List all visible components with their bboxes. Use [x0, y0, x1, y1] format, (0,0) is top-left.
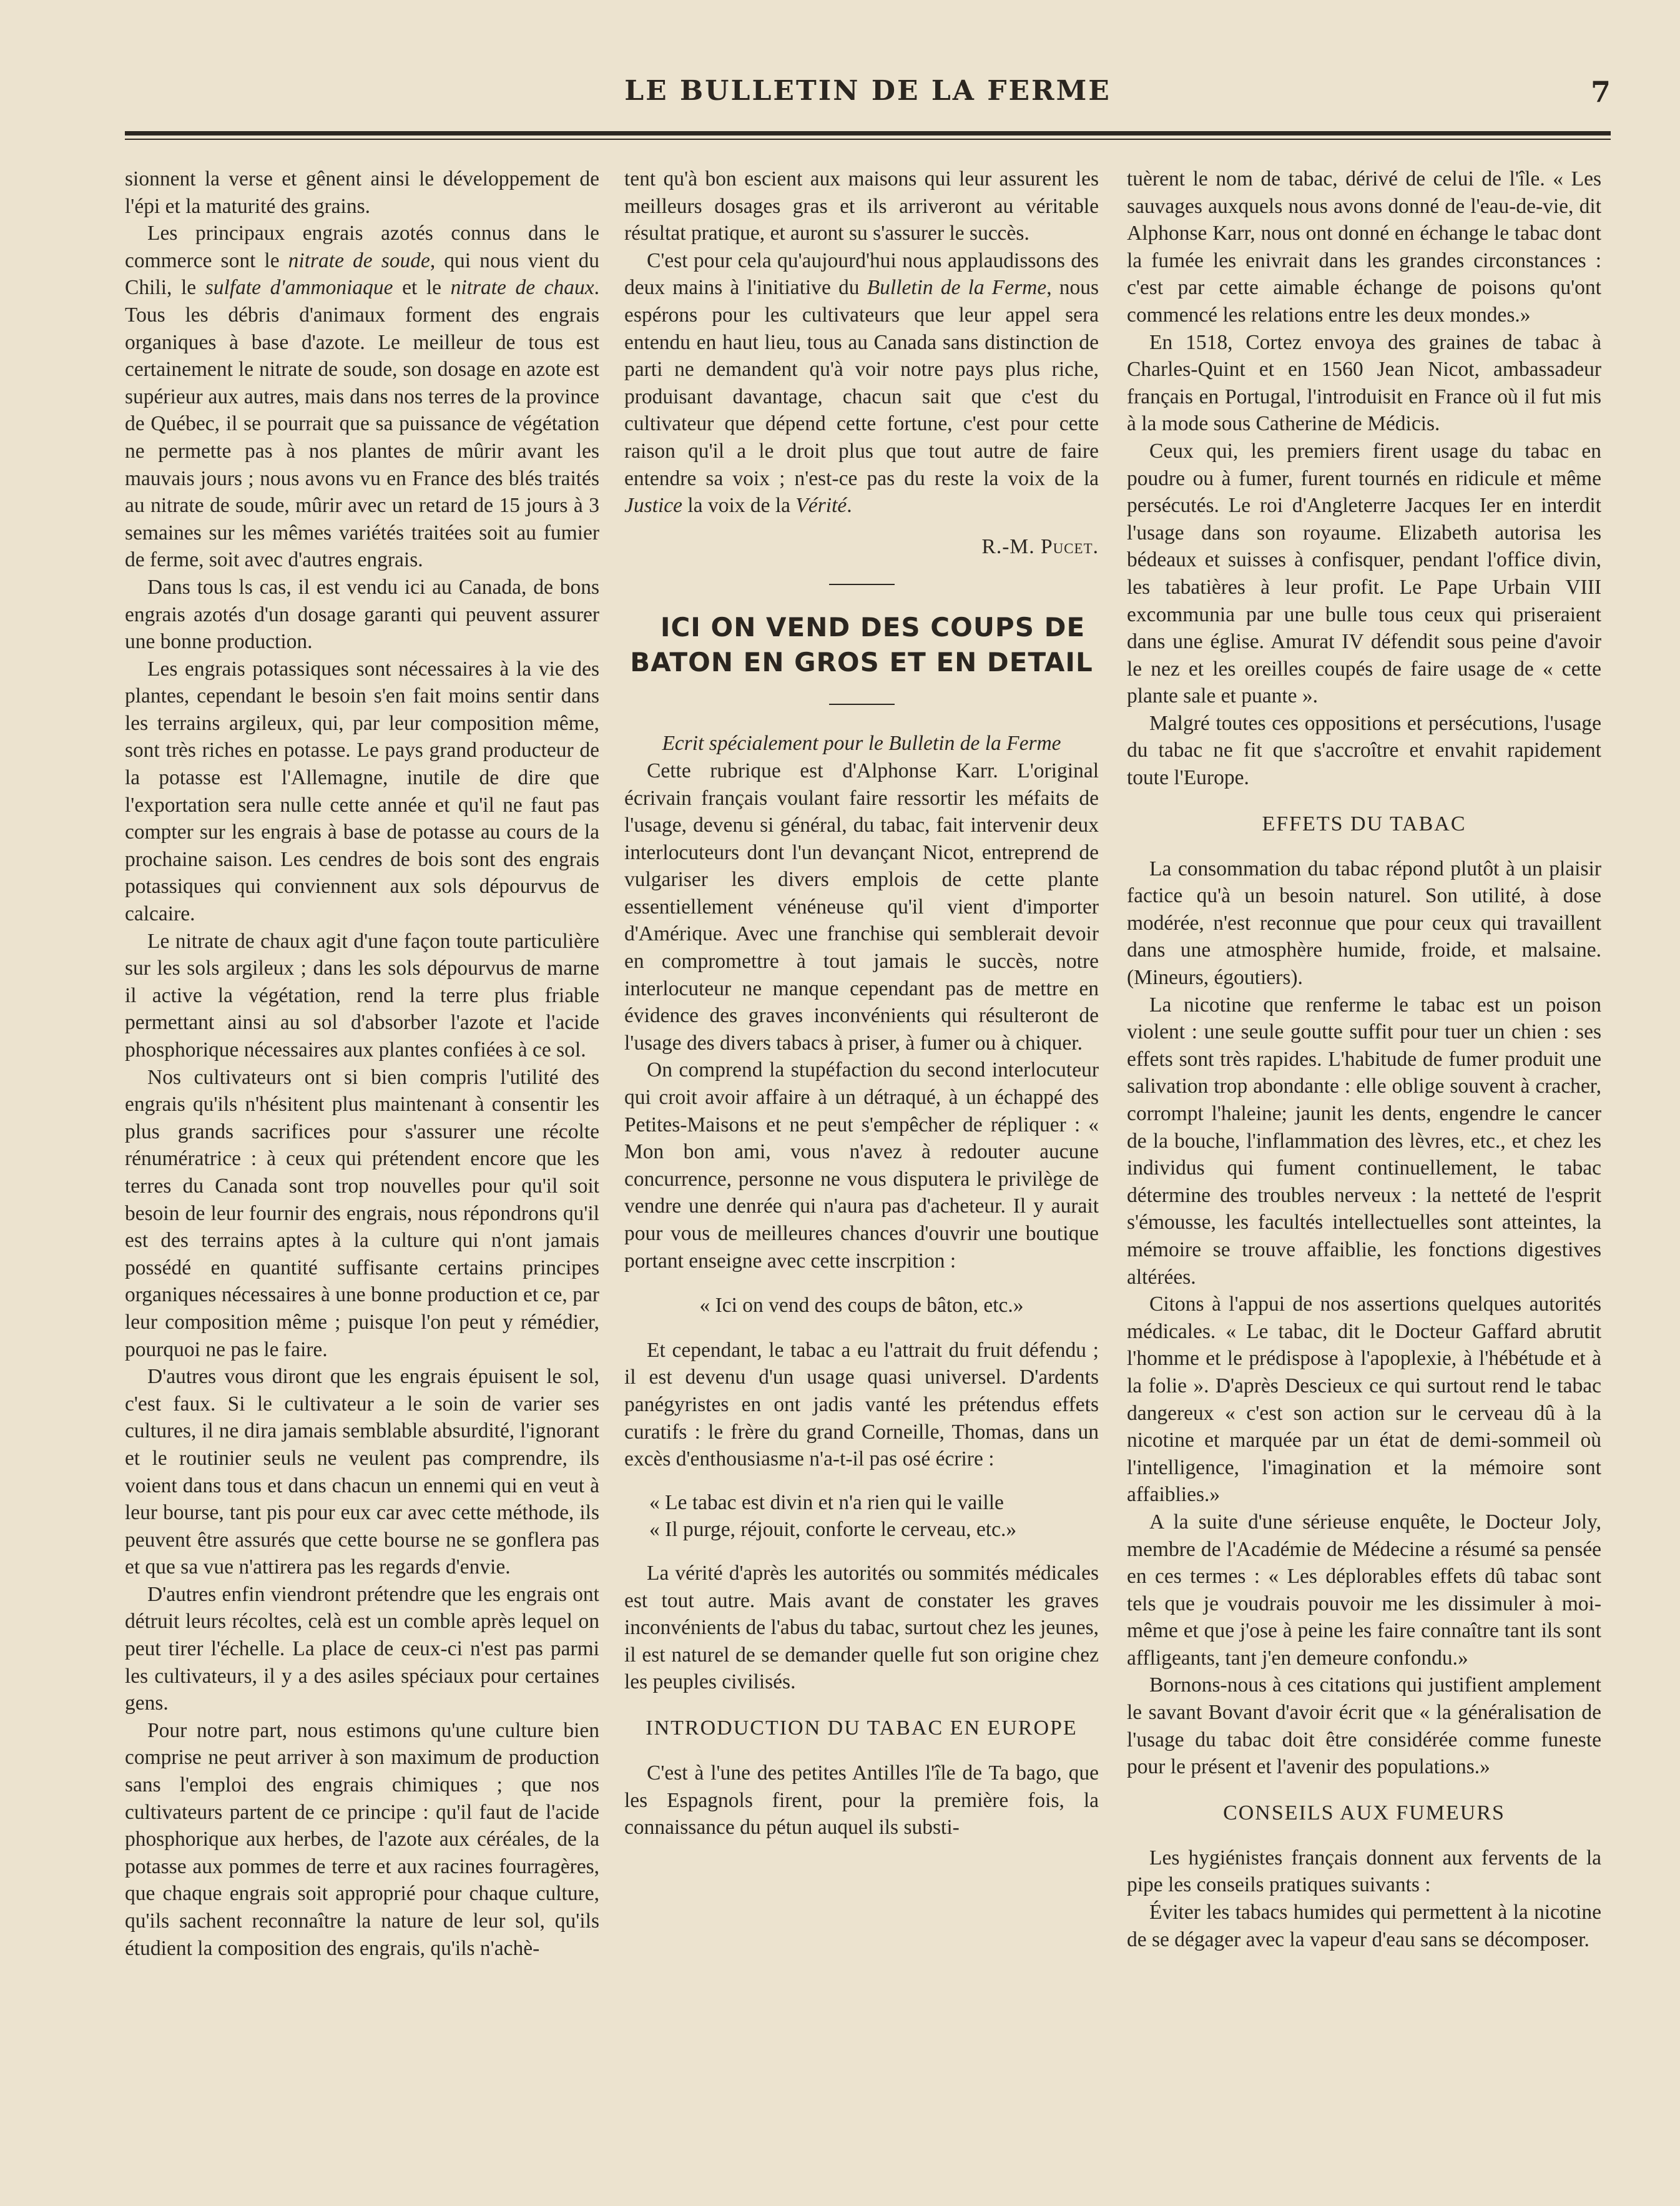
paragraph: D'autres enfin viendront prétendre que les engrais ont détruit leurs récoltes, celà est un comble après lequel on peut tirer l'échelle. La place de ceux-ci n'est pas parmi les cultivateurs, il y a des asiles spéciaux pour certaines gens. — [125, 1582, 599, 1715]
paragraph: Et cependant, le tabac a eu l'attrait du fruit défendu ; il est devenu d'un usage quasi universel. D'ardents panégyristes en ont jadis vanté les prétendus effets curatifs : le frère du grand Corneille, Thomas, dans un excès d'enthousiasme n'a-t-il pas osé écrire : — [624, 1338, 1099, 1471]
paragraph: sionnent la verse et gênent ainsi le développement de l'épi et la maturité des grains. — [125, 167, 599, 218]
header-rule-thin — [125, 139, 1611, 140]
paragraph: C'est à l'une des petites Antilles l'île de Ta bago, que les Espagnols firent, pour la première fois, la connaissance du pétun auquel ils substi- — [624, 1761, 1099, 1839]
paragraph: La nicotine que renferme le tabac est un poison violent : une seule goutte suffit pour tuer un chien : ses effets sont très rapides. L'habitude de fumer produit une salivation trop abondante : elle oblige souvent à cracher, corrompt l'haleine; jaunit les dents, engendre le cancer de la bouche, l'inflammation des lèvres, etc., et chez les individus qui fument continuellement, le tabac détermine des troubles nerveux : la netteté de l'esprit s'émousse, les facultés intellectuelles sont atteintes, la mémoire se trouve affaiblie, les fonctions digestives altérées. — [1127, 993, 1601, 1289]
paragraph: On comprend la stupéfaction du second interlocuteur qui croit avoir affaire à un détraqué, à un échappé des Petites-Maisons et ne peut s'empêcher de répliquer : « Mon bon ami, vous n'avez à redouter aucune concurrence, personne ne vous disputera le privilège de vendre une denrée qui n'aura pas d'acheteur. Il y aurait pour vous de meilleures chances d'ouvrir une boutique portant enseigne avec cette inscrpition : — [624, 1058, 1099, 1273]
paragraph: En 1518, Cortez envoya des graines de tabac à Charles-Quint et en 1560 Jean Nicot, ambassadeur français en Portugal, l'introduisit en France où il fut mis à la mode sous Catherine de Médicis. — [1127, 330, 1601, 436]
paragraph: Les principaux engrais azotés connus dans le commerce sont le nitrate de soude, qui nous vient du Chili, le sulfate d'ammoniaque et le nitrate de chaux. Tous les débris d'animaux forment des engrais organiques à base d'azote. Le meilleur de tous est certainement le nitrate de soude, son dosage en azote est supérieur aux autres, mais dans nos terres de la province de Québec, il se pourrait que sa puissance de végétation ne permette pas à nos plantes de mûrir avant les mauvais jours ; nous avons vu en France des blés traités au nitrate de soude, mûrir avec un retard de 15 jours à 3 semaines sur les mêmes variétés traitées soit au fumier de ferme, soit avec d'autres engrais. — [125, 222, 599, 572]
paragraph: La vérité d'après les autorités ou sommités médicales est tout autre. Mais avant de constater les graves inconvénients de l'abus du tabac, surtout chez les jeunes, il est naturel de se demander quelle fut son origine chez les peuples civilisés. — [624, 1561, 1099, 1694]
section-heading: EFFETS DU TABAC — [1262, 812, 1466, 835]
article-headline: ICI ON VEND DES COUPS DE BATON EN GROS ET EN DETAIL — [630, 612, 1093, 678]
paragraph: C'est pour cela qu'aujourd'hui nous applaudissons des deux mains à l'initiative du Bulletin de la Ferme, nous espérons pour les cultivateurs que leur appel sera entendu en haut lieu, tous au Canada sans distinction de parti ne demandent qu'à voir notre pays plus riche, produisant davantage, chacun sait que c'est du cultivateur que dépend cette fortune, c'est pour cette raison qu'il a le droit plus que tout autre de faire entendre sa voix ; n'est-ce pas du reste la voix de la Justice la voix de la Vérité. — [624, 249, 1099, 518]
paragraph: Le nitrate de chaux agit d'une façon toute particulière sur les sols argileux ; dans les sols dépourvus de marne il active la végétation, rend la terre plus friable permettant ainsi au sol d'absorber l'azote et l'acide phosphorique nécessaires aux plantes confiées à ce sol. — [125, 929, 599, 1061]
verse-line: « Il purge, réjouit, conforte le cerveau, etc.» — [649, 1518, 1017, 1542]
divider — [829, 584, 895, 585]
paragraph: A la suite d'une sérieuse enquête, le Docteur Joly, membre de l'Académie de Médecine a résumé sa pensée en ces termes : « Les déplorables effets dû tabac sont tels que je voudrais pouvoir me les dissimuler à moi-même et que j'ose à peine les faire connaître tant ils sont affligeants, tant j'en demeure confondu.» — [1127, 1510, 1601, 1670]
divider — [829, 704, 895, 705]
column-1 — [125, 165, 599, 2151]
paragraph: Les hygiénistes français donnent aux fervents de la pipe les conseils pratiques suivants : — [1127, 1846, 1601, 1897]
page-number: 7 — [1590, 75, 1611, 109]
paragraph: Éviter les tabacs humides qui permettent à la nicotine de se dégager avec la vapeur d'eau sans se décomposer. — [1127, 1901, 1601, 1951]
author-signature: R.-M. Pucet. — [981, 534, 1099, 558]
article-byline: Ecrit spécialement pour le Bulletin de la Ferme — [662, 732, 1061, 756]
paragraph: Bornons-nous à ces citations qui justifient amplement le savant Bovant d'avoir écrit que « la généralisation de l'usage du tabac doit être considérée comme funeste pour le présent et l'avenir des populations.» — [1127, 1673, 1601, 1779]
quotation: « Ici on vend des coups de bâton, etc.» — [699, 1294, 1024, 1317]
paragraph: Les engrais potassiques sont nécessaires à la vie des plantes, cependant le besoin s'en fait moins sentir dans les terrains argileux, qui, par leur composition même, sont très riches en potasse. Le pays grand producteur de la potasse est l'Allemagne, inutile de dire que l'exportation sera nulle cette année et qu'il ne faut pas compter sur les engrais à base de potasse au cours de la prochaine saison. Les cendres de bois sont des engrais potassiques qui conviennent aux sols dépourvus de calcaire. — [125, 657, 599, 926]
paragraph: D'autres vous diront que les engrais épuisent le sol, c'est faux. Si le cultivateur a le soin de varier ses cultures, il ne dira jamais semblable absurdité, l'ignorant et le routinier seuls ne veulent pas comprendre, ils voient dans tous et dans chacun un ennemi qui en veut à leur bourse, tant pis pour eux car avec cette méthode, ils peuvent être assurés que cette bourse ne se gonflera pas et que sa vue n'attirera pas les regards d'envie. — [125, 1365, 599, 1579]
publication-title: LE BULLETIN DE LA FERME — [624, 75, 1111, 107]
page-header — [125, 75, 1611, 125]
paragraph: Citons à l'appui de nos assertions quelques autorités médicales. « Le tabac, dit le Docteur Gaffard abrutit l'homme et le prédispose à l'apoplexie, à l'hébétude et à la folie ». D'après Descieux ce qui surtout rend le tabac dangereux « c'est son action sur le cerveau dû à la nicotine et marquée par un état de demi-sommeil où l'intelligence, l'imagination et la mémoire sont affaiblies.» — [1127, 1293, 1601, 1507]
paragraph: Nos cultivateurs ont si bien compris l'utilité des engrais qu'ils n'hésitent plus maintenant à consentir les plus grands sacrifices pour s'assurer une récolte rénumératrice : à ceux qui prétendent encore que les terres du Canada sont trop nouvelles pour qu'il soit besoin de leur fournir des engrais, nous répondrons qu'il est des terrains aptes à la culture qui n'ont jamais possédé en quantité suffisante certains principes organiques nécessaires à une bonne production et ce, par leur composition même ; puisque l'on peut y rémédier, pourquoi ne pas le faire. — [125, 1065, 599, 1361]
section-heading: INTRODUCTION DU TABAC EN EUROPE — [646, 1716, 1078, 1740]
paragraph: Pour notre part, nous estimons qu'une culture bien comprise ne peut arriver à son maximum de production sans l'emploi des engrais chimiques ; que nos cultivateurs partent de ce principe : qu'il faut de l'acide phosphorique aux herbes, de l'azote aux céréales, de la potasse aux pommes de terre et aux racines fourragères, que chaque engrais soit approprié pour chaque culture, qu'ils sachent reconnaître la nature de leur sol, qu'ils étudient la composition des engrais, qu'ils n'achè- — [125, 1718, 599, 1960]
header-rule — [125, 131, 1611, 135]
paragraph: Malgré toutes ces oppositions et persécutions, l'usage du tabac ne fit que s'accroître et envahit rapidement toute l'Europe. — [1127, 711, 1601, 790]
column-3 — [1127, 165, 1601, 2151]
paragraph: tuèrent le nom de tabac, dérivé de celui de l'île. « Les sauvages auxquels nous avons donné de l'eau-de-vie, dit Alphonse Karr, nous ont donné en échange le tabac dont la fumée les enivrait dans les grandes circonstances : c'est par cette aimable échange de poisons qu'ont commencé les relations entre les deux mondes.» — [1127, 167, 1601, 327]
paragraph: Dans tous ls cas, il est vendu ici au Canada, de bons engrais azotés d'un dosage garanti qui peuvent assurer une bonne production. — [125, 575, 599, 654]
column-2 — [624, 165, 1099, 2151]
paragraph: La consommation du tabac répond plutôt à un plaisir factice qu'à un besoin naturel. Son utilité, à dose modérée, n'est reconnue que pour ceux qui travaillent dans une atmosphère humide, froide, et malsaine. (Mineurs, égoutiers). — [1127, 857, 1601, 990]
paragraph: Cette rubrique est d'Alphonse Karr. L'original écrivain français voulant faire ressortir les méfaits de l'usage, devenu si général, du tabac, fait intervenir deux interlocuteurs dont l'un devançant Nicot, entreprend de vulgariser les divers emplois de cette plante essentiellement vénéneuse qu'il vient d'importer d'Amérique. Avec une franchise qui semblerait devoir en compromettre à tout jamais le succès, notre interlocuteur ne manque cependant pas de mettre en évidence des graves inconvénients qui résulteront de l'usage des divers tabacs à priser, à fumer ou à chiquer. — [624, 759, 1099, 1055]
paragraph: tent qu'à bon escient aux maisons qui leur assurent les meilleurs dosages gras et ils arriveront au véritable résultat pratique, et auront su s'assurer le succès. — [624, 167, 1099, 245]
paragraph: Ceux qui, les premiers firent usage du tabac en poudre ou à fumer, furent tournés en ridicule et même persécutés. Le roi d'Angleterre Jacques Ier en interdit l'usage dans son royaume. Elizabeth autorisa les bédeaux et suisses à confisquer, pendant l'office divin, les tabatières à leur profit. Le Pape Urbain VIII excommunia par une bulle tous ceux qui priseraient dans une église. Amurat IV défendit sous peine d'avoir le nez et les oreilles coupés de faire usage de « cette plante sale et puante ». — [1127, 439, 1601, 708]
verse-line: « Le tabac est divin et n'a rien qui le vaille — [649, 1490, 1004, 1514]
section-heading: CONSEILS AUX FUMEURS — [1223, 1801, 1505, 1824]
